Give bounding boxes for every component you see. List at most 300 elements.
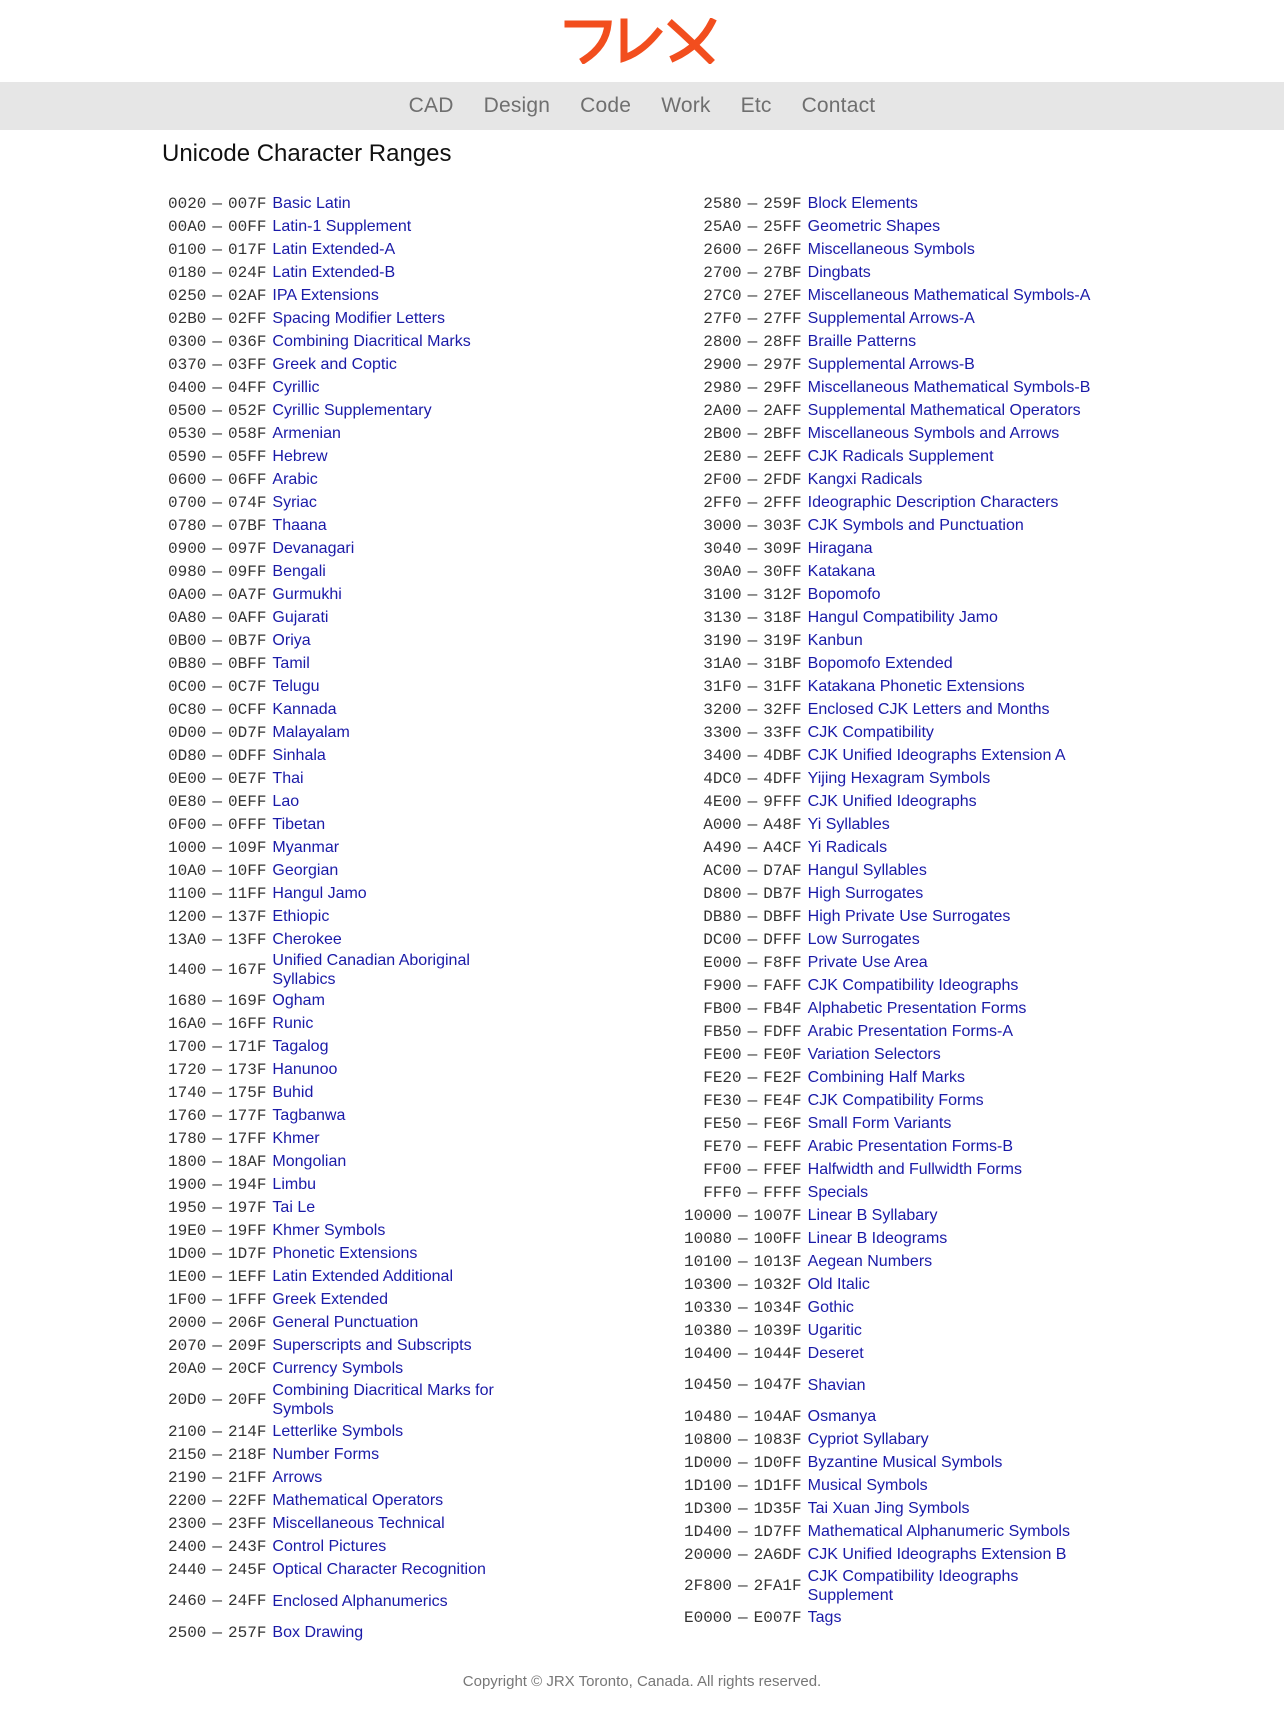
range-link[interactable]: Shavian — [807, 1376, 866, 1394]
range-start: 2000 — [168, 1313, 207, 1332]
range-link[interactable]: CJK Radicals Supplement — [807, 448, 994, 465]
range-code — [168, 215, 272, 238]
range-link[interactable]: Tagbanwa — [272, 1107, 346, 1124]
range-start: 20D0 — [168, 1391, 207, 1409]
range-name-cell — [808, 353, 1108, 376]
range-end: 04FF — [228, 378, 267, 397]
range-link[interactable]: Box Drawing — [272, 1624, 364, 1641]
range-link[interactable]: Khmer Symbols — [272, 1222, 386, 1239]
range-separator: — — [212, 769, 223, 788]
range-separator: — — [212, 746, 223, 765]
range-code — [168, 1535, 272, 1558]
range-row — [684, 1273, 1108, 1296]
range-link[interactable]: Number Forms — [272, 1446, 380, 1463]
range-end: 03FF — [228, 355, 267, 374]
range-code — [168, 1242, 272, 1265]
range-code — [168, 445, 272, 468]
range-link[interactable]: Supplemental Arrows-B — [807, 356, 975, 373]
range-link[interactable]: High Surrogates — [807, 885, 924, 902]
range-start: DB80 — [703, 907, 742, 926]
range-row — [168, 1535, 508, 1558]
range-separator: — — [212, 677, 223, 696]
range-code — [168, 1621, 272, 1644]
range-separator: — — [212, 1152, 223, 1171]
range-end: 22FF — [228, 1491, 267, 1510]
range-row — [168, 1196, 508, 1219]
range-link[interactable]: Cyrillic — [272, 379, 320, 396]
range-code — [684, 1043, 808, 1066]
range-link[interactable]: High Private Use Surrogates — [807, 908, 1011, 925]
logo-mark-icon — [562, 18, 722, 64]
range-link[interactable]: Braille Patterns — [807, 333, 917, 350]
range-separator: — — [212, 884, 223, 903]
range-link[interactable]: Latin Extended-A — [272, 241, 396, 258]
nav-link-cad[interactable]: CAD — [408, 94, 454, 117]
range-code — [684, 836, 808, 859]
range-separator: — — [212, 631, 223, 650]
range-link[interactable]: Deseret — [807, 1345, 864, 1362]
range-code — [684, 1250, 808, 1273]
range-code — [684, 1520, 808, 1543]
range-link[interactable]: Supplemental Arrows-A — [807, 310, 975, 327]
range-link[interactable]: Tagalog — [272, 1038, 329, 1055]
range-name-cell — [272, 606, 508, 629]
range-row — [168, 1558, 508, 1581]
range-link[interactable]: Miscellaneous Mathematical Symbols-B — [807, 379, 1091, 396]
range-row — [684, 629, 1108, 652]
range-end: 4DFF — [763, 769, 802, 788]
range-code — [168, 882, 272, 905]
range-link[interactable]: Arabic Presentation Forms-B — [807, 1138, 1014, 1155]
range-name-cell — [808, 1365, 1108, 1405]
range-start: 1400 — [168, 961, 207, 979]
range-row — [168, 307, 508, 330]
range-link[interactable]: Thaana — [272, 517, 327, 534]
range-code — [168, 491, 272, 514]
range-link[interactable]: Tibetan — [272, 816, 326, 833]
range-row — [684, 1089, 1108, 1112]
range-start: DC00 — [703, 930, 742, 949]
range-separator: — — [747, 608, 758, 627]
range-code — [684, 238, 808, 261]
range-link[interactable]: Kannada — [272, 701, 337, 718]
range-separator: — — [747, 1114, 758, 1133]
range-end: 27EF — [763, 286, 802, 305]
range-separator: — — [212, 1037, 223, 1056]
range-link[interactable]: Geometric Shapes — [807, 218, 941, 235]
range-code — [168, 560, 272, 583]
range-link[interactable]: Arrows — [272, 1469, 323, 1486]
range-link[interactable]: Miscellaneous Symbols and Arrows — [807, 425, 1060, 442]
range-name-cell — [272, 629, 508, 652]
range-end: 218F — [228, 1445, 267, 1464]
range-separator: — — [747, 562, 758, 581]
range-link[interactable]: Dingbats — [807, 264, 871, 281]
range-separator: — — [738, 1252, 748, 1271]
range-end: FAFF — [763, 976, 802, 995]
range-link[interactable]: Letterlike Symbols — [272, 1423, 404, 1440]
range-code — [168, 652, 272, 675]
range-code — [684, 376, 808, 399]
range-start: FB00 — [703, 999, 742, 1018]
range-link[interactable]: Hangul Syllables — [807, 862, 927, 879]
range-code — [168, 537, 272, 560]
range-link[interactable]: Latin-1 Supplement — [272, 218, 412, 235]
range-separator: — — [212, 654, 223, 673]
range-end: 1FFF — [228, 1290, 267, 1309]
range-link[interactable]: Arabic Presentation Forms-A — [807, 1023, 1014, 1040]
range-link[interactable]: Greek and Coptic — [272, 356, 397, 373]
range-row — [684, 353, 1108, 376]
range-link[interactable]: Enclosed CJK Letters and Months — [807, 701, 1050, 718]
range-link[interactable]: Yi Radicals — [807, 839, 888, 856]
range-link[interactable]: Tai Xuan Jing Symbols — [807, 1500, 970, 1517]
range-start: 0A80 — [168, 608, 207, 627]
range-end: 27BF — [763, 263, 802, 282]
range-row — [168, 445, 508, 468]
range-separator: — — [212, 539, 223, 558]
range-link[interactable]: Yi Syllables — [807, 816, 890, 833]
range-start: D800 — [703, 884, 742, 903]
range-link[interactable]: Gujarati — [272, 609, 329, 626]
range-name-cell — [808, 1566, 1108, 1606]
range-code — [168, 1489, 272, 1512]
range-separator: — — [747, 194, 758, 213]
range-name-cell — [272, 1621, 508, 1644]
range-separator: — — [747, 1137, 758, 1156]
range-code — [168, 836, 272, 859]
range-link[interactable]: Kanbun — [807, 632, 863, 649]
range-link[interactable]: Tamil — [272, 655, 310, 672]
range-end: 16FF — [228, 1014, 267, 1033]
range-code — [168, 989, 272, 1012]
range-start: 27F0 — [703, 309, 742, 328]
range-name-cell — [272, 836, 508, 859]
range-name-cell — [808, 1066, 1108, 1089]
range-start: 0B00 — [168, 631, 207, 650]
range-link[interactable]: Sinhala — [272, 747, 326, 764]
range-end: FFFF — [763, 1183, 802, 1202]
range-link[interactable]: Halfwidth and Fullwidth Forms — [807, 1161, 1022, 1178]
range-link[interactable]: Oriya — [272, 632, 311, 649]
range-link[interactable]: Cypriot Syllabary — [807, 1431, 929, 1448]
range-start: 2190 — [168, 1468, 207, 1487]
range-link[interactable]: Hangul Jamo — [272, 885, 367, 902]
range-separator: — — [747, 861, 758, 880]
range-end: 0DFF — [228, 746, 267, 765]
range-code — [684, 1319, 808, 1342]
nav-link-etc[interactable]: Etc — [740, 94, 772, 117]
range-name-cell — [272, 744, 508, 767]
range-row — [684, 836, 1108, 859]
range-row — [684, 790, 1108, 813]
range-name-cell — [808, 1112, 1108, 1135]
range-name-cell — [272, 989, 508, 1012]
range-name-cell — [808, 422, 1108, 445]
range-link[interactable]: Spacing Modifier Letters — [272, 310, 445, 327]
range-link[interactable]: Osmanya — [807, 1408, 877, 1425]
range-row — [684, 905, 1108, 928]
range-end: 245F — [228, 1560, 267, 1579]
range-code — [168, 1219, 272, 1242]
range-end: 13FF — [228, 930, 267, 949]
range-name-cell — [808, 905, 1108, 928]
range-link[interactable]: Katakana Phonetic Extensions — [807, 678, 1025, 695]
range-start: 10080 — [684, 1229, 733, 1248]
range-link[interactable]: IPA Extensions — [272, 287, 379, 304]
range-link[interactable]: Ogham — [272, 992, 325, 1009]
range-start: 3400 — [703, 746, 742, 765]
range-link[interactable]: Block Elements — [807, 195, 918, 212]
range-link[interactable]: Khmer — [272, 1130, 320, 1147]
range-code — [168, 859, 272, 882]
range-row — [684, 192, 1108, 215]
range-separator: — — [212, 1129, 223, 1148]
range-link[interactable]: Cyrillic Supplementary — [272, 402, 432, 419]
range-name-cell — [808, 836, 1108, 859]
range-start: 0700 — [168, 493, 207, 512]
range-link[interactable]: Old Italic — [807, 1276, 870, 1293]
range-link[interactable]: Private Use Area — [807, 954, 928, 971]
range-end: 23FF — [228, 1514, 267, 1533]
range-link[interactable]: Basic Latin — [272, 195, 351, 212]
range-link[interactable]: Hiragana — [807, 540, 873, 557]
range-link[interactable]: Combining Diacritical Marks — [272, 333, 471, 350]
range-end: FE4F — [763, 1091, 802, 1110]
range-link[interactable]: Mathematical Alphanumeric Symbols — [807, 1523, 1070, 1540]
range-link[interactable]: Lao — [272, 793, 300, 810]
range-start: FB50 — [703, 1022, 742, 1041]
range-separator: — — [747, 884, 758, 903]
range-start: 2900 — [703, 355, 742, 374]
range-row — [168, 1150, 508, 1173]
range-code — [684, 606, 808, 629]
range-row — [684, 215, 1108, 238]
range-link[interactable]: Combining Half Marks — [807, 1069, 966, 1086]
range-row — [168, 560, 508, 583]
range-link[interactable]: Ethiopic — [272, 908, 330, 925]
range-link[interactable]: Hebrew — [272, 448, 328, 465]
range-link[interactable]: Small Form Variants — [807, 1115, 952, 1132]
range-link[interactable]: Aegean Numbers — [807, 1253, 933, 1270]
range-end: 0C7F — [228, 677, 267, 696]
range-row — [168, 1311, 508, 1334]
range-link[interactable]: CJK Unified Ideographs — [807, 793, 977, 810]
range-link[interactable]: Phonetic Extensions — [272, 1245, 418, 1262]
range-start: 4DC0 — [703, 769, 742, 788]
range-link[interactable]: Cherokee — [272, 931, 342, 948]
nav-link-work[interactable]: Work — [661, 94, 711, 117]
range-start: 1E00 — [168, 1267, 207, 1286]
range-name-cell — [272, 951, 508, 989]
range-link[interactable]: Buhid — [272, 1084, 314, 1101]
range-link[interactable]: Supplemental Mathematical Operators — [807, 402, 1081, 419]
nav-link-design[interactable]: Design — [483, 94, 551, 117]
range-link[interactable]: Latin Extended Additional — [272, 1268, 454, 1285]
range-link[interactable]: Specials — [807, 1184, 869, 1201]
range-name-cell — [272, 1127, 508, 1150]
range-name-cell — [272, 284, 508, 307]
range-link[interactable]: Latin Extended-B — [272, 264, 396, 281]
range-start: 0E00 — [168, 769, 207, 788]
range-row — [168, 1357, 508, 1380]
range-link[interactable]: Bopomofo — [807, 586, 881, 603]
range-link[interactable]: Mongolian — [272, 1153, 347, 1170]
range-link[interactable]: Low Surrogates — [807, 931, 920, 948]
range-start: 1D00 — [168, 1244, 207, 1263]
range-name-cell — [808, 928, 1108, 951]
range-link[interactable]: Gothic — [807, 1299, 854, 1316]
range-link[interactable]: Arabic — [272, 471, 318, 488]
range-separator: — — [738, 1577, 748, 1595]
range-start: E000 — [703, 953, 742, 972]
range-link[interactable]: Greek Extended — [272, 1291, 389, 1308]
range-link[interactable]: Bengali — [272, 563, 326, 580]
range-link[interactable]: CJK Compatibility — [807, 724, 934, 741]
range-start: 1100 — [168, 884, 207, 903]
range-code — [684, 974, 808, 997]
range-name-cell — [272, 1489, 508, 1512]
range-link[interactable]: Runic — [272, 1015, 314, 1032]
range-name-cell — [272, 353, 508, 376]
range-name-cell — [808, 192, 1108, 215]
range-link[interactable]: Miscellaneous Mathematical Symbols-A — [807, 287, 1091, 304]
range-row — [168, 859, 508, 882]
range-code — [684, 1451, 808, 1474]
range-name-cell — [808, 238, 1108, 261]
range-link[interactable]: Control Pictures — [272, 1538, 387, 1555]
range-start: 3040 — [703, 539, 742, 558]
range-link[interactable]: Ideographic Description Characters — [807, 494, 1059, 511]
range-separator: — — [212, 1175, 223, 1194]
range-code — [168, 1196, 272, 1219]
range-name-cell — [808, 261, 1108, 284]
range-link[interactable]: Malayalam — [272, 724, 350, 741]
range-code — [168, 468, 272, 491]
range-code — [168, 721, 272, 744]
range-link[interactable]: Linear B Ideograms — [807, 1230, 948, 1247]
range-separator: — — [738, 1522, 748, 1541]
range-link[interactable]: Gurmukhi — [272, 586, 342, 603]
range-link[interactable]: Byzantine Musical Symbols — [807, 1454, 1003, 1471]
range-separator: — — [747, 1160, 758, 1179]
page-title: Unicode Character Ranges — [162, 140, 452, 167]
range-name-cell — [808, 1296, 1108, 1319]
range-name-cell — [808, 698, 1108, 721]
range-row — [684, 1204, 1108, 1227]
range-link[interactable]: Miscellaneous Symbols — [807, 241, 975, 258]
range-link[interactable]: Bopomofo Extended — [807, 655, 953, 672]
range-row — [168, 1127, 508, 1150]
range-separator: — — [212, 493, 223, 512]
range-link[interactable]: Kangxi Radicals — [807, 471, 923, 488]
range-name-cell — [272, 1535, 508, 1558]
range-start: FE70 — [703, 1137, 742, 1156]
range-link[interactable]: Miscellaneous Technical — [272, 1515, 445, 1532]
range-code — [168, 376, 272, 399]
range-link[interactable]: CJK Unified Ideographs Extension A — [807, 747, 1066, 764]
range-link[interactable]: Currency Symbols — [272, 1360, 404, 1377]
range-name-cell — [272, 215, 508, 238]
range-link[interactable]: Combining Diacritical Marks for Symbols — [272, 1382, 494, 1418]
range-row — [168, 882, 508, 905]
range-link[interactable]: Telugu — [272, 678, 320, 695]
range-separator: — — [747, 677, 758, 696]
range-end: 32FF — [763, 700, 802, 719]
range-link[interactable]: Myanmar — [272, 839, 340, 856]
range-end: 243F — [228, 1537, 267, 1556]
range-link[interactable]: Tai Le — [272, 1199, 316, 1216]
range-link[interactable]: Katakana — [807, 563, 876, 580]
range-row — [684, 1181, 1108, 1204]
range-link[interactable]: CJK Symbols and Punctuation — [807, 517, 1024, 534]
range-link[interactable]: Superscripts and Subscripts — [272, 1337, 472, 1354]
range-link[interactable]: Syriac — [272, 494, 317, 511]
range-start: 0780 — [168, 516, 207, 535]
range-row — [168, 1288, 508, 1311]
range-link[interactable]: CJK Unified Ideographs Extension B — [807, 1546, 1067, 1563]
range-link[interactable]: Devanagari — [272, 540, 355, 557]
range-link[interactable]: Mathematical Operators — [272, 1492, 444, 1509]
range-separator: — — [212, 401, 223, 420]
range-link[interactable]: Hanunoo — [272, 1061, 338, 1078]
range-separator: — — [738, 1376, 748, 1394]
range-separator: — — [212, 332, 223, 351]
range-name-cell — [272, 307, 508, 330]
range-link[interactable]: Alphabetic Presentation Forms — [807, 1000, 1027, 1017]
range-link[interactable]: Hangul Compatibility Jamo — [807, 609, 998, 626]
nav-link-code[interactable]: Code — [580, 94, 632, 117]
range-code — [168, 1420, 272, 1443]
range-link[interactable]: CJK Compatibility Ideographs — [807, 977, 1019, 994]
range-end: 303F — [763, 516, 802, 535]
range-link[interactable]: Armenian — [272, 425, 341, 442]
range-separator: — — [212, 562, 223, 581]
range-row — [168, 1081, 508, 1104]
range-code — [168, 606, 272, 629]
range-name-cell — [272, 560, 508, 583]
range-link[interactable]: Thai — [272, 770, 304, 787]
range-row — [684, 974, 1108, 997]
range-name-cell — [808, 468, 1108, 491]
range-start: 16A0 — [168, 1014, 207, 1033]
range-link[interactable]: CJK Compatibility Ideographs Supplement — [807, 1568, 1019, 1604]
range-link[interactable]: Optical Character Recognition — [272, 1561, 486, 1578]
range-end: FE2F — [763, 1068, 802, 1087]
range-link[interactable]: Unified Canadian Aboriginal Syllabics — [272, 952, 470, 988]
range-link[interactable]: General Punctuation — [272, 1314, 419, 1331]
range-link[interactable]: Yijing Hexagram Symbols — [807, 770, 991, 787]
range-name-cell — [808, 1250, 1108, 1273]
range-row — [684, 882, 1108, 905]
range-name-cell — [272, 1196, 508, 1219]
range-link[interactable]: Ugaritic — [807, 1322, 862, 1339]
range-link[interactable]: CJK Compatibility Forms — [807, 1092, 984, 1109]
range-code — [684, 399, 808, 422]
range-link[interactable]: Tags — [807, 1609, 842, 1626]
range-row — [168, 583, 508, 606]
site-logo[interactable] — [562, 18, 722, 64]
range-start: 0590 — [168, 447, 207, 466]
range-link[interactable]: Musical Symbols — [807, 1477, 928, 1494]
range-link[interactable]: Linear B Syllabary — [807, 1207, 938, 1224]
range-link[interactable]: Variation Selectors — [807, 1046, 941, 1063]
range-link[interactable]: Limbu — [272, 1176, 316, 1193]
nav-link-contact[interactable]: Contact — [801, 94, 876, 117]
range-start: 1D300 — [684, 1499, 733, 1518]
range-link[interactable]: Enclosed Alphanumerics — [272, 1592, 448, 1610]
range-link[interactable]: Georgian — [272, 862, 339, 879]
